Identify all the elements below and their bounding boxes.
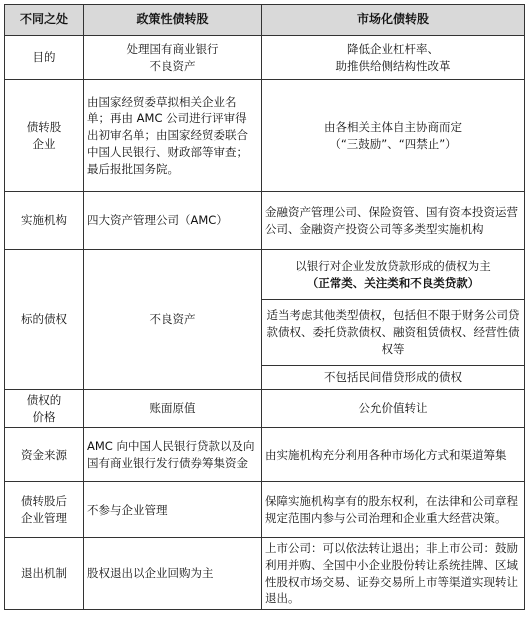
policy-agency: 四大资产管理公司（AMC） [84, 192, 262, 250]
row-enterprise [5, 80, 525, 192]
market-enterprise: 由各相关主体自主协商而定 （“三鼓励”、“四禁止”） [262, 80, 525, 192]
policy-claims: 不良资产 [84, 250, 262, 390]
market-price: 公允价值转让 [262, 390, 525, 428]
label-governance: 债转股后 企业管理 [5, 482, 84, 538]
comparison-table [4, 4, 525, 610]
header-policy: 政策性债转股 [84, 5, 262, 36]
policy-exit: 股权退出以企业回购为主 [84, 538, 262, 610]
market-claims-other: 适当考虑其他类型债权，包括但不限于财务公司贷款债权、委托贷款债权、融资租赁债权、经营性债权等 [262, 300, 525, 366]
market-agency: 金融资产管理公司、保险资管、国有资本投资运营公司、金融资产投资公司等多类型实施机构 [262, 192, 525, 250]
market-purpose: 降低企业杠杆率、 助推供给侧结构性改革 [262, 36, 525, 80]
market-exit: 上市公司：可以依法转让退出；非上市公司：鼓励利用并购、全国中小企业股份转让系统挂牌、区域性股权市场交易、证券交易所上市等渠道实现转让退出。 [262, 538, 525, 610]
row-governance [5, 482, 525, 538]
market-funding: 由实施机构充分利用各种市场化方式和渠道筹集 [262, 428, 525, 482]
label-claims: 标的债权 [5, 250, 84, 390]
market-governance: 保障实施机构享有的股东权利，在法律和公司章程规定范围内参与公司治理和企业重大经营决策。 [262, 482, 525, 538]
market-claims-exclude: 不包括民间借贷形成的债权 [262, 366, 525, 390]
header-row [5, 5, 525, 36]
policy-governance: 不参与企业管理 [84, 482, 262, 538]
policy-enterprise: 由国家经贸委草拟相关企业名单；再由 AMC 公司进行评审得出初审名单；由国家经贸委联合中国人民银行、财政部等审查；最后报批国务院。 [84, 80, 262, 192]
policy-funding: AMC 向中国人民银行贷款以及向国有商业银行发行债券筹集资金 [84, 428, 262, 482]
label-funding: 资金来源 [5, 428, 84, 482]
label-enterprise: 债转股 企业 [5, 80, 84, 192]
policy-price: 账面原值 [84, 390, 262, 428]
label-purpose: 目的 [5, 36, 84, 80]
row-price [5, 390, 525, 428]
label-exit: 退出机制 [5, 538, 84, 610]
row-agency [5, 192, 525, 250]
row-purpose [5, 36, 525, 80]
row-exit [5, 538, 525, 610]
header-market: 市场化债转股 [262, 5, 525, 36]
policy-purpose: 处理国有商业银行 不良资产 [84, 36, 262, 80]
market-claims-main: 以银行对企业发放贷款形成的债权为主 （正常类、关注类和不良类贷款） [262, 250, 525, 300]
row-funding [5, 428, 525, 482]
label-agency: 实施机构 [5, 192, 84, 250]
row-claims-1 [5, 250, 525, 300]
label-price: 债权的 价格 [5, 390, 84, 428]
header-difference: 不同之处 [5, 5, 84, 36]
